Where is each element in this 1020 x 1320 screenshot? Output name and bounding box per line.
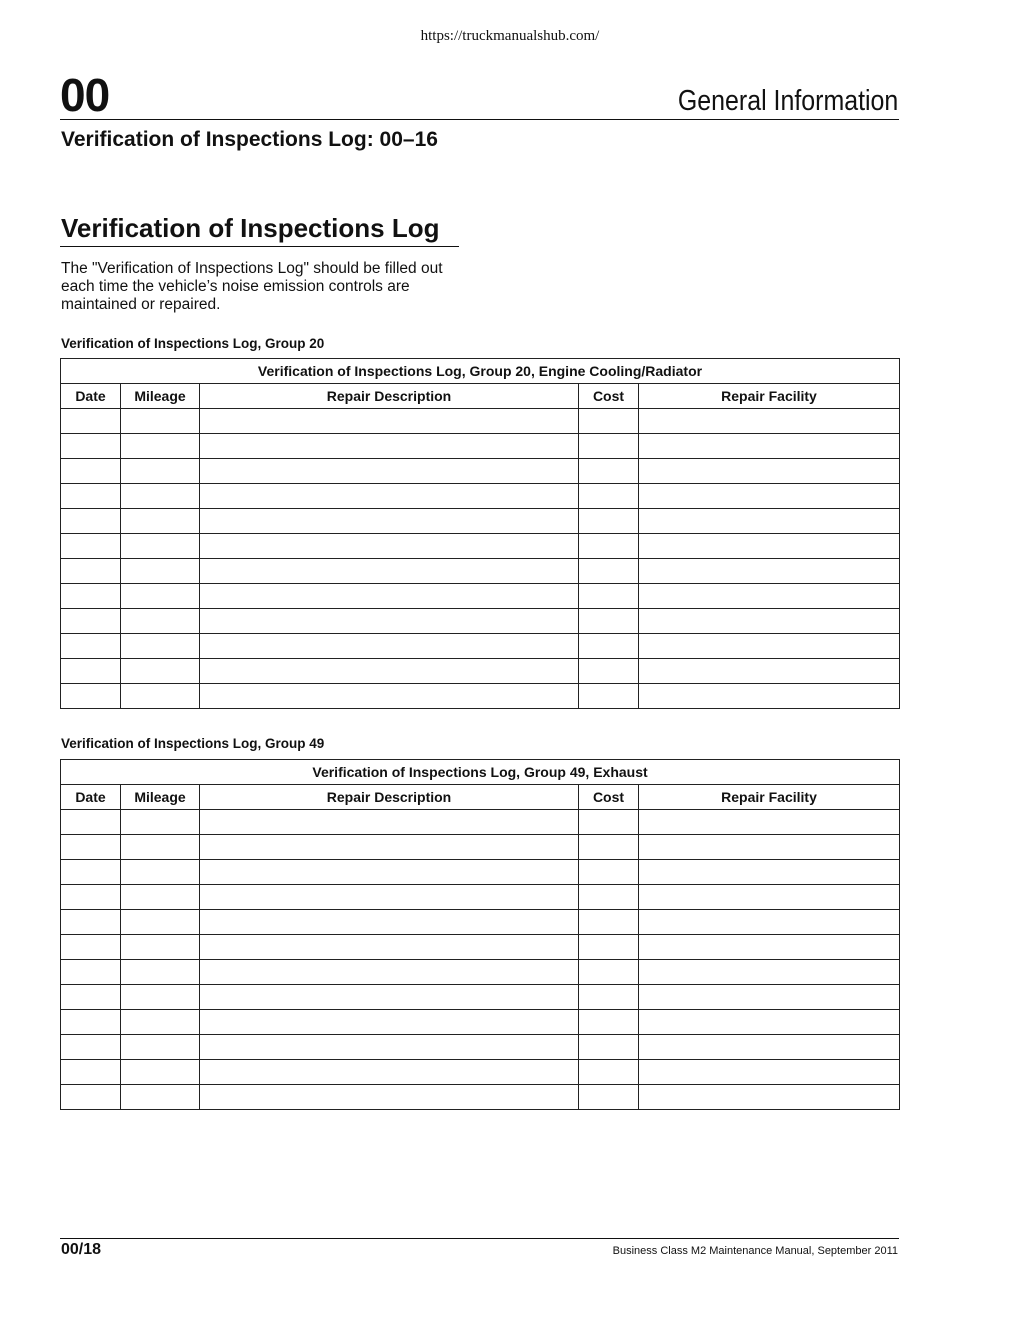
cell-repair-facility [639, 434, 900, 459]
cell-repair-description [200, 684, 579, 709]
table-row [61, 684, 900, 709]
column-header-mileage: Mileage [121, 785, 200, 810]
cell-mileage [121, 484, 200, 509]
cell-repair-facility [639, 609, 900, 634]
table-row [61, 559, 900, 584]
cell-repair-facility [639, 459, 900, 484]
cell-date [61, 960, 121, 985]
table-caption-group-20: Verification of Inspections Log, Group 20 [61, 336, 325, 351]
cell-repair-description [200, 960, 579, 985]
cell-repair-description [200, 634, 579, 659]
cell-repair-facility [639, 634, 900, 659]
cell-mileage [121, 985, 200, 1010]
cell-mileage [121, 409, 200, 434]
cell-repair-description [200, 910, 579, 935]
page-number: 00/18 [61, 1241, 102, 1258]
cell-mileage [121, 1035, 200, 1060]
cell-date [61, 534, 121, 559]
cell-cost [579, 885, 639, 910]
table-row [61, 985, 900, 1010]
cell-repair-description [200, 584, 579, 609]
table-row [61, 1085, 900, 1110]
table-row [61, 835, 900, 860]
cell-repair-facility [639, 1085, 900, 1110]
cell-date [61, 484, 121, 509]
chapter-title: General Information [677, 85, 898, 117]
cell-repair-description [200, 609, 579, 634]
table-row [61, 534, 900, 559]
cell-cost [579, 1035, 639, 1060]
header-divider [60, 119, 899, 120]
table-row [61, 910, 900, 935]
cell-cost [579, 634, 639, 659]
cell-date [61, 810, 121, 835]
cell-mileage [121, 835, 200, 860]
table-row [61, 960, 900, 985]
cell-date [61, 885, 121, 910]
inspection-log-table-group-49 [60, 759, 900, 1110]
cell-cost [579, 935, 639, 960]
table-title: Verification of Inspections Log, Group 20, Engine Cooling/Radiator [61, 359, 900, 384]
cell-repair-facility [639, 1035, 900, 1060]
cell-repair-description [200, 484, 579, 509]
cell-repair-facility [639, 534, 900, 559]
cell-date [61, 584, 121, 609]
cell-repair-description [200, 1010, 579, 1035]
cell-repair-facility [639, 860, 900, 885]
table-title: Verification of Inspections Log, Group 49, Exhaust [61, 760, 900, 785]
cell-date [61, 835, 121, 860]
cell-repair-description [200, 534, 579, 559]
cell-repair-description [200, 985, 579, 1010]
cell-mileage [121, 659, 200, 684]
cell-date [61, 860, 121, 885]
table-row [61, 459, 900, 484]
cell-cost [579, 534, 639, 559]
table-row [61, 409, 900, 434]
cell-cost [579, 684, 639, 709]
cell-repair-description [200, 860, 579, 885]
cell-repair-facility [639, 885, 900, 910]
cell-date [61, 985, 121, 1010]
column-header-repair-description: Repair Description [200, 785, 579, 810]
cell-repair-facility [639, 810, 900, 835]
cell-repair-description [200, 1085, 579, 1110]
cell-repair-facility [639, 985, 900, 1010]
cell-cost [579, 960, 639, 985]
cell-date [61, 434, 121, 459]
cell-cost [579, 835, 639, 860]
cell-cost [579, 1085, 639, 1110]
inspection-log-table-group-20 [60, 358, 900, 709]
cell-date [61, 1010, 121, 1035]
cell-date [61, 634, 121, 659]
cell-repair-description [200, 509, 579, 534]
table-body [61, 810, 900, 1110]
cell-cost [579, 860, 639, 885]
table-row [61, 584, 900, 609]
cell-mileage [121, 584, 200, 609]
cell-mileage [121, 559, 200, 584]
table-row [61, 1010, 900, 1035]
cell-cost [579, 484, 639, 509]
cell-mileage [121, 434, 200, 459]
table-row [61, 484, 900, 509]
cell-repair-description [200, 434, 579, 459]
cell-mileage [121, 860, 200, 885]
cell-repair-description [200, 659, 579, 684]
cell-date [61, 559, 121, 584]
column-header-date: Date [61, 785, 121, 810]
cell-repair-facility [639, 584, 900, 609]
cell-cost [579, 810, 639, 835]
cell-mileage [121, 910, 200, 935]
cell-mileage [121, 1085, 200, 1110]
footer-divider [60, 1238, 899, 1239]
cell-repair-facility [639, 684, 900, 709]
cell-date [61, 659, 121, 684]
table-row [61, 1060, 900, 1085]
cell-date [61, 509, 121, 534]
cell-date [61, 1085, 121, 1110]
column-header-cost: Cost [579, 384, 639, 409]
table-row [61, 810, 900, 835]
cell-mileage [121, 459, 200, 484]
cell-cost [579, 910, 639, 935]
cell-repair-description [200, 409, 579, 434]
cell-cost [579, 1060, 639, 1085]
cell-mileage [121, 634, 200, 659]
column-header-mileage: Mileage [121, 384, 200, 409]
column-header-repair-facility: Repair Facility [639, 384, 900, 409]
cell-repair-facility [639, 559, 900, 584]
cell-date [61, 459, 121, 484]
table-caption-group-49: Verification of Inspections Log, Group 49 [61, 736, 325, 751]
manual-name: Business Class M2 Maintenance Manual, September 2011 [612, 1245, 898, 1257]
table-row [61, 885, 900, 910]
cell-repair-facility [639, 1010, 900, 1035]
column-header-repair-description: Repair Description [200, 384, 579, 409]
cell-date [61, 609, 121, 634]
column-header-date: Date [61, 384, 121, 409]
intro-paragraph: The "Verification of Inspections Log" should be filled out each time the vehicle’s noise emission controls are maintained or repaired. [61, 260, 443, 313]
cell-date [61, 409, 121, 434]
cell-repair-description [200, 810, 579, 835]
table-row [61, 1035, 900, 1060]
cell-repair-description [200, 1060, 579, 1085]
subject-title: Verification of Inspections Log: 00–16 [61, 128, 438, 151]
cell-cost [579, 559, 639, 584]
cell-mileage [121, 1010, 200, 1035]
cell-mileage [121, 1060, 200, 1085]
cell-date [61, 1035, 121, 1060]
cell-mileage [121, 960, 200, 985]
table-row [61, 434, 900, 459]
cell-repair-description [200, 835, 579, 860]
table-row [61, 509, 900, 534]
cell-repair-description [200, 1035, 579, 1060]
cell-repair-facility [639, 659, 900, 684]
cell-repair-description [200, 885, 579, 910]
cell-repair-facility [639, 835, 900, 860]
cell-repair-facility [639, 509, 900, 534]
cell-repair-facility [639, 409, 900, 434]
cell-cost [579, 434, 639, 459]
cell-date [61, 935, 121, 960]
cell-mileage [121, 684, 200, 709]
cell-cost [579, 509, 639, 534]
cell-cost [579, 1010, 639, 1035]
table-row [61, 860, 900, 885]
cell-repair-facility [639, 960, 900, 985]
cell-repair-facility [639, 935, 900, 960]
cell-date [61, 684, 121, 709]
cell-cost [579, 459, 639, 484]
cell-mileage [121, 885, 200, 910]
table-row [61, 935, 900, 960]
cell-cost [579, 985, 639, 1010]
cell-cost [579, 609, 639, 634]
cell-mileage [121, 609, 200, 634]
cell-repair-description [200, 459, 579, 484]
cell-date [61, 1060, 121, 1085]
chapter-number: 00 [60, 69, 110, 121]
cell-repair-facility [639, 484, 900, 509]
column-header-repair-facility: Repair Facility [639, 785, 900, 810]
section-divider [60, 246, 459, 247]
table-row [61, 609, 900, 634]
cell-cost [579, 584, 639, 609]
cell-mileage [121, 534, 200, 559]
column-header-cost: Cost [579, 785, 639, 810]
section-heading: Verification of Inspections Log [61, 213, 440, 243]
cell-cost [579, 409, 639, 434]
cell-repair-facility [639, 1060, 900, 1085]
cell-date [61, 910, 121, 935]
cell-cost [579, 659, 639, 684]
table-body [61, 409, 900, 709]
cell-repair-facility [639, 910, 900, 935]
cell-repair-description [200, 935, 579, 960]
cell-mileage [121, 935, 200, 960]
cell-mileage [121, 509, 200, 534]
table-row [61, 659, 900, 684]
cell-mileage [121, 810, 200, 835]
table-row [61, 634, 900, 659]
cell-repair-description [200, 559, 579, 584]
source-url: https://truckmanualshub.com/ [420, 28, 600, 44]
